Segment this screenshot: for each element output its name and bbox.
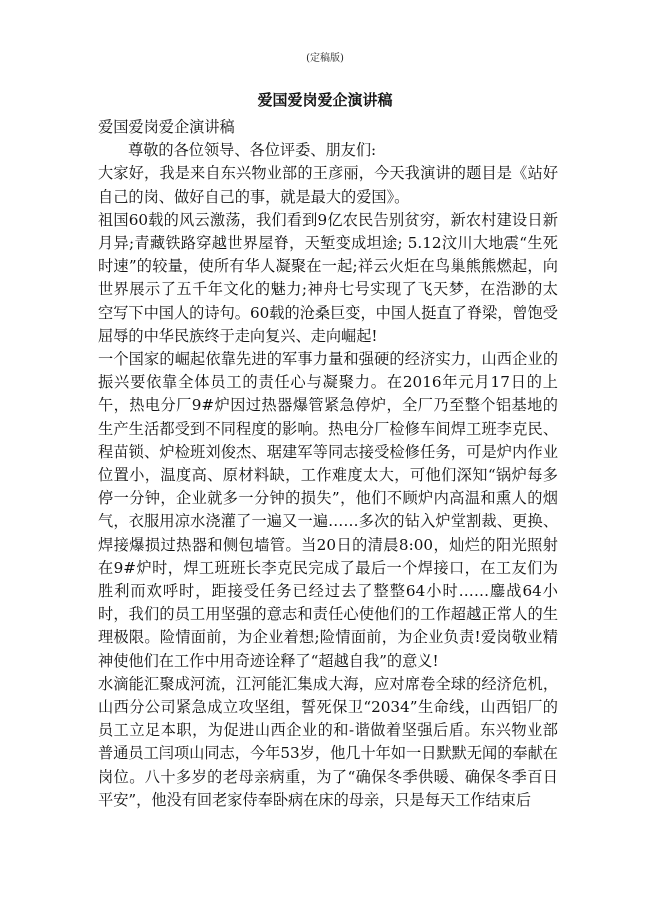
document-subtitle: 爱国爱岗爱企演讲稿 — [98, 118, 235, 136]
document-title: 爱国爱岗爱企演讲稿 — [257, 91, 393, 109]
document-body — [98, 116, 558, 812]
body-paragraph: 一个国家的崛起依靠先进的军事力量和强硬的经济实力，山西企业的振兴要依靠全体员工的责任心与凝聚力。在2016年元月17日的上午，热电分厂9#炉因过热器爆管紧急停炉，全厂乃至整个铝基地的生产生活都受到不同程度的影响。热电分厂检修车间焊工班李克民、程苗锁、炉检班刘俊杰、琚建军等同志接受检修任务，可是炉内作业位置小，温度高、原材料缺，工作难度太大，可他们深知“锅炉每多停一分钟，企业就多一分钟的损失”，他们不顾炉内高温和熏人的烟气，衣服用凉水浇灌了一遍又一遍……多次的钻入炉堂割裁、更换、焊接爆损过热器和侧包墙管。当20日的清晨8:00，灿烂的阳光照射在9#炉时，焊工班班长李克民完成了最后一个焊接口，在工友们为胜利而欢呼时，距接受任务已经过去了整整64小时……鏖战64小时，我们的员工用坚强的意志和责任心使他们的工作超越正常人的生理极限。险情面前，为企业着想;险情面前，为企业负责!爱岗敬业精神使他们在工作中用奇迹诠释了“超越自我”的意义! — [98, 350, 558, 670]
greeting-line: 尊敬的各位领导、各位评委、朋友们: — [128, 141, 377, 160]
body-paragraph: 水滴能汇聚成河流，江河能汇集成大海，应对席卷全球的经济危机，山西分公司紧急成立攻坚组，誓死保卫“2034”生命线，山西铝厂的员工立足本职，为促进山西企业的和-谐做着坚强后盾。东兴物业部普通员工闫项山同志，今年53岁，他几十年如一日默默无闻的奉献在岗位。八十多岁的老母亲病重，为了“确保冬季供暖、确保冬季百日平安”，他没有回老家侍奉卧病在床的母亲，只是每天工作结束后 — [98, 674, 558, 809]
body-paragraph: 祖国60载的风云激荡，我们看到9亿农民告别贫穷，新农村建设日新月异;青藏铁路穿越世界屋脊，天堑变成坦途; 5.12汶川大地震“生死时速”的较量，使所有华人凝聚在一起;祥云火炬在鸟巢熊熊燃起，向世界展示了五千年文化的魅力;神舟七号实现了飞天梦，在浩渺的太空写下中国人的诗句。60载的沧桑巨变，中国人挺直了脊梁，曾饱受屈辱的中华民族终于走向复兴、走向崛起! — [98, 210, 558, 345]
body-paragraph: 大家好，我是来自东兴物业部的王彦丽，今天我演讲的题目是《站好自己的岗、做好自己的事，就是最大的爱国》。 — [98, 164, 558, 206]
draft-version-label: (定稿版) — [306, 53, 344, 64]
